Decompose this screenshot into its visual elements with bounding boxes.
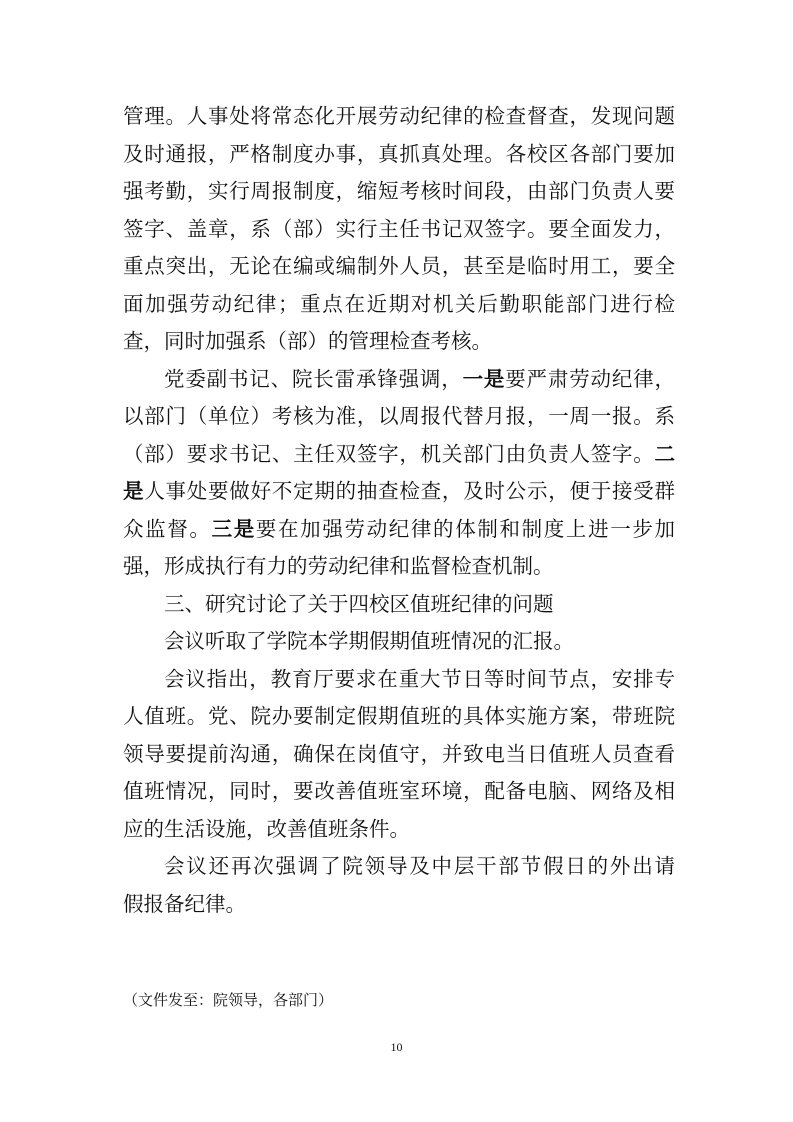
emphasis-second: 二	[654, 441, 675, 466]
text-span: （部）要求书记、主任双签字，机关部门由负责人签字。	[123, 441, 655, 466]
paragraph-labor-discipline-management	[123, 98, 675, 361]
text-span: 人事处要做好不定期的抽查检查，及时公示，便于接受群	[144, 479, 676, 503]
paragraph-president-emphasis	[123, 361, 675, 586]
text-line	[123, 473, 675, 511]
text-line: 重点突出，无论在编或编制外人员，甚至是临时用工，要全	[123, 254, 675, 278]
text-line: 查，同时加强系（部）的管理检查考核。	[123, 329, 492, 353]
emphasis-first: 一是	[462, 366, 506, 391]
text-span: 要在加强劳动纪律的体制和制度上进一步加	[255, 516, 676, 541]
text-line: 应的生活设施，改善值班条件。	[123, 816, 410, 841]
text-line: 领导要提前沟通，确保在岗值守，并致电当日值班人员查看	[123, 741, 675, 766]
paragraph-meeting-report: 会议听取了学院本学期假期值班情况的汇报。	[164, 629, 574, 653]
text-span: 众监督。	[123, 516, 212, 541]
section-heading: 三、研究讨论了关于四校区值班纪律的问题	[164, 591, 554, 616]
text-line	[123, 361, 675, 399]
text-span: 党委副书记、院长雷承锋强调，	[164, 366, 463, 391]
emphasis-third: 三是	[211, 516, 256, 541]
text-line: 强考勤，实行周报制度，缩短考核时间段，由部门负责人要	[123, 179, 675, 203]
text-line: 管理。人事处将常态化开展劳动纪律的检查督查，发现问题	[123, 104, 675, 128]
emphasis-second: 是	[123, 479, 145, 503]
paragraph-leave-discipline	[123, 848, 675, 923]
text-line: 面加强劳动纪律；重点在近期对机关后勤职能部门进行检	[123, 291, 675, 316]
text-line: 会议还再次强调了院领导及中层干部节假日的外出请	[164, 854, 675, 878]
text-line	[123, 511, 675, 549]
text-line: 会议指出，教育厅要求在重大节日等时间节点，安排专	[164, 666, 675, 691]
text-line: 值班情况，同时，要改善值班室环境，配备电脑、网络及相	[123, 779, 675, 803]
paragraph-meeting-points	[123, 661, 675, 849]
page-number: 10	[390, 1040, 403, 1054]
text-line: 以部门（单位）考核为准，以周报代替月报，一周一报。系	[123, 404, 675, 428]
text-span: 要严肃劳动纪律，	[505, 366, 676, 391]
text-line: 签字、盖章，系（部）实行主任书记双签字。要全面发力，	[123, 216, 675, 241]
text-line: 人值班。党、院办要制定假期值班的具体实施方案，带班院	[123, 704, 675, 728]
distribution-note: （文件发至：院领导，各部门）	[123, 991, 334, 1009]
text-line: 强，形成执行有力的劳动纪律和监督检查机制。	[123, 554, 554, 578]
text-line: 假报备纪律。	[123, 891, 246, 916]
document-body	[123, 98, 675, 923]
text-line	[123, 436, 675, 474]
text-line: 及时通报，严格制度办事，真抓真处理。各校区各部门要加	[123, 141, 675, 166]
